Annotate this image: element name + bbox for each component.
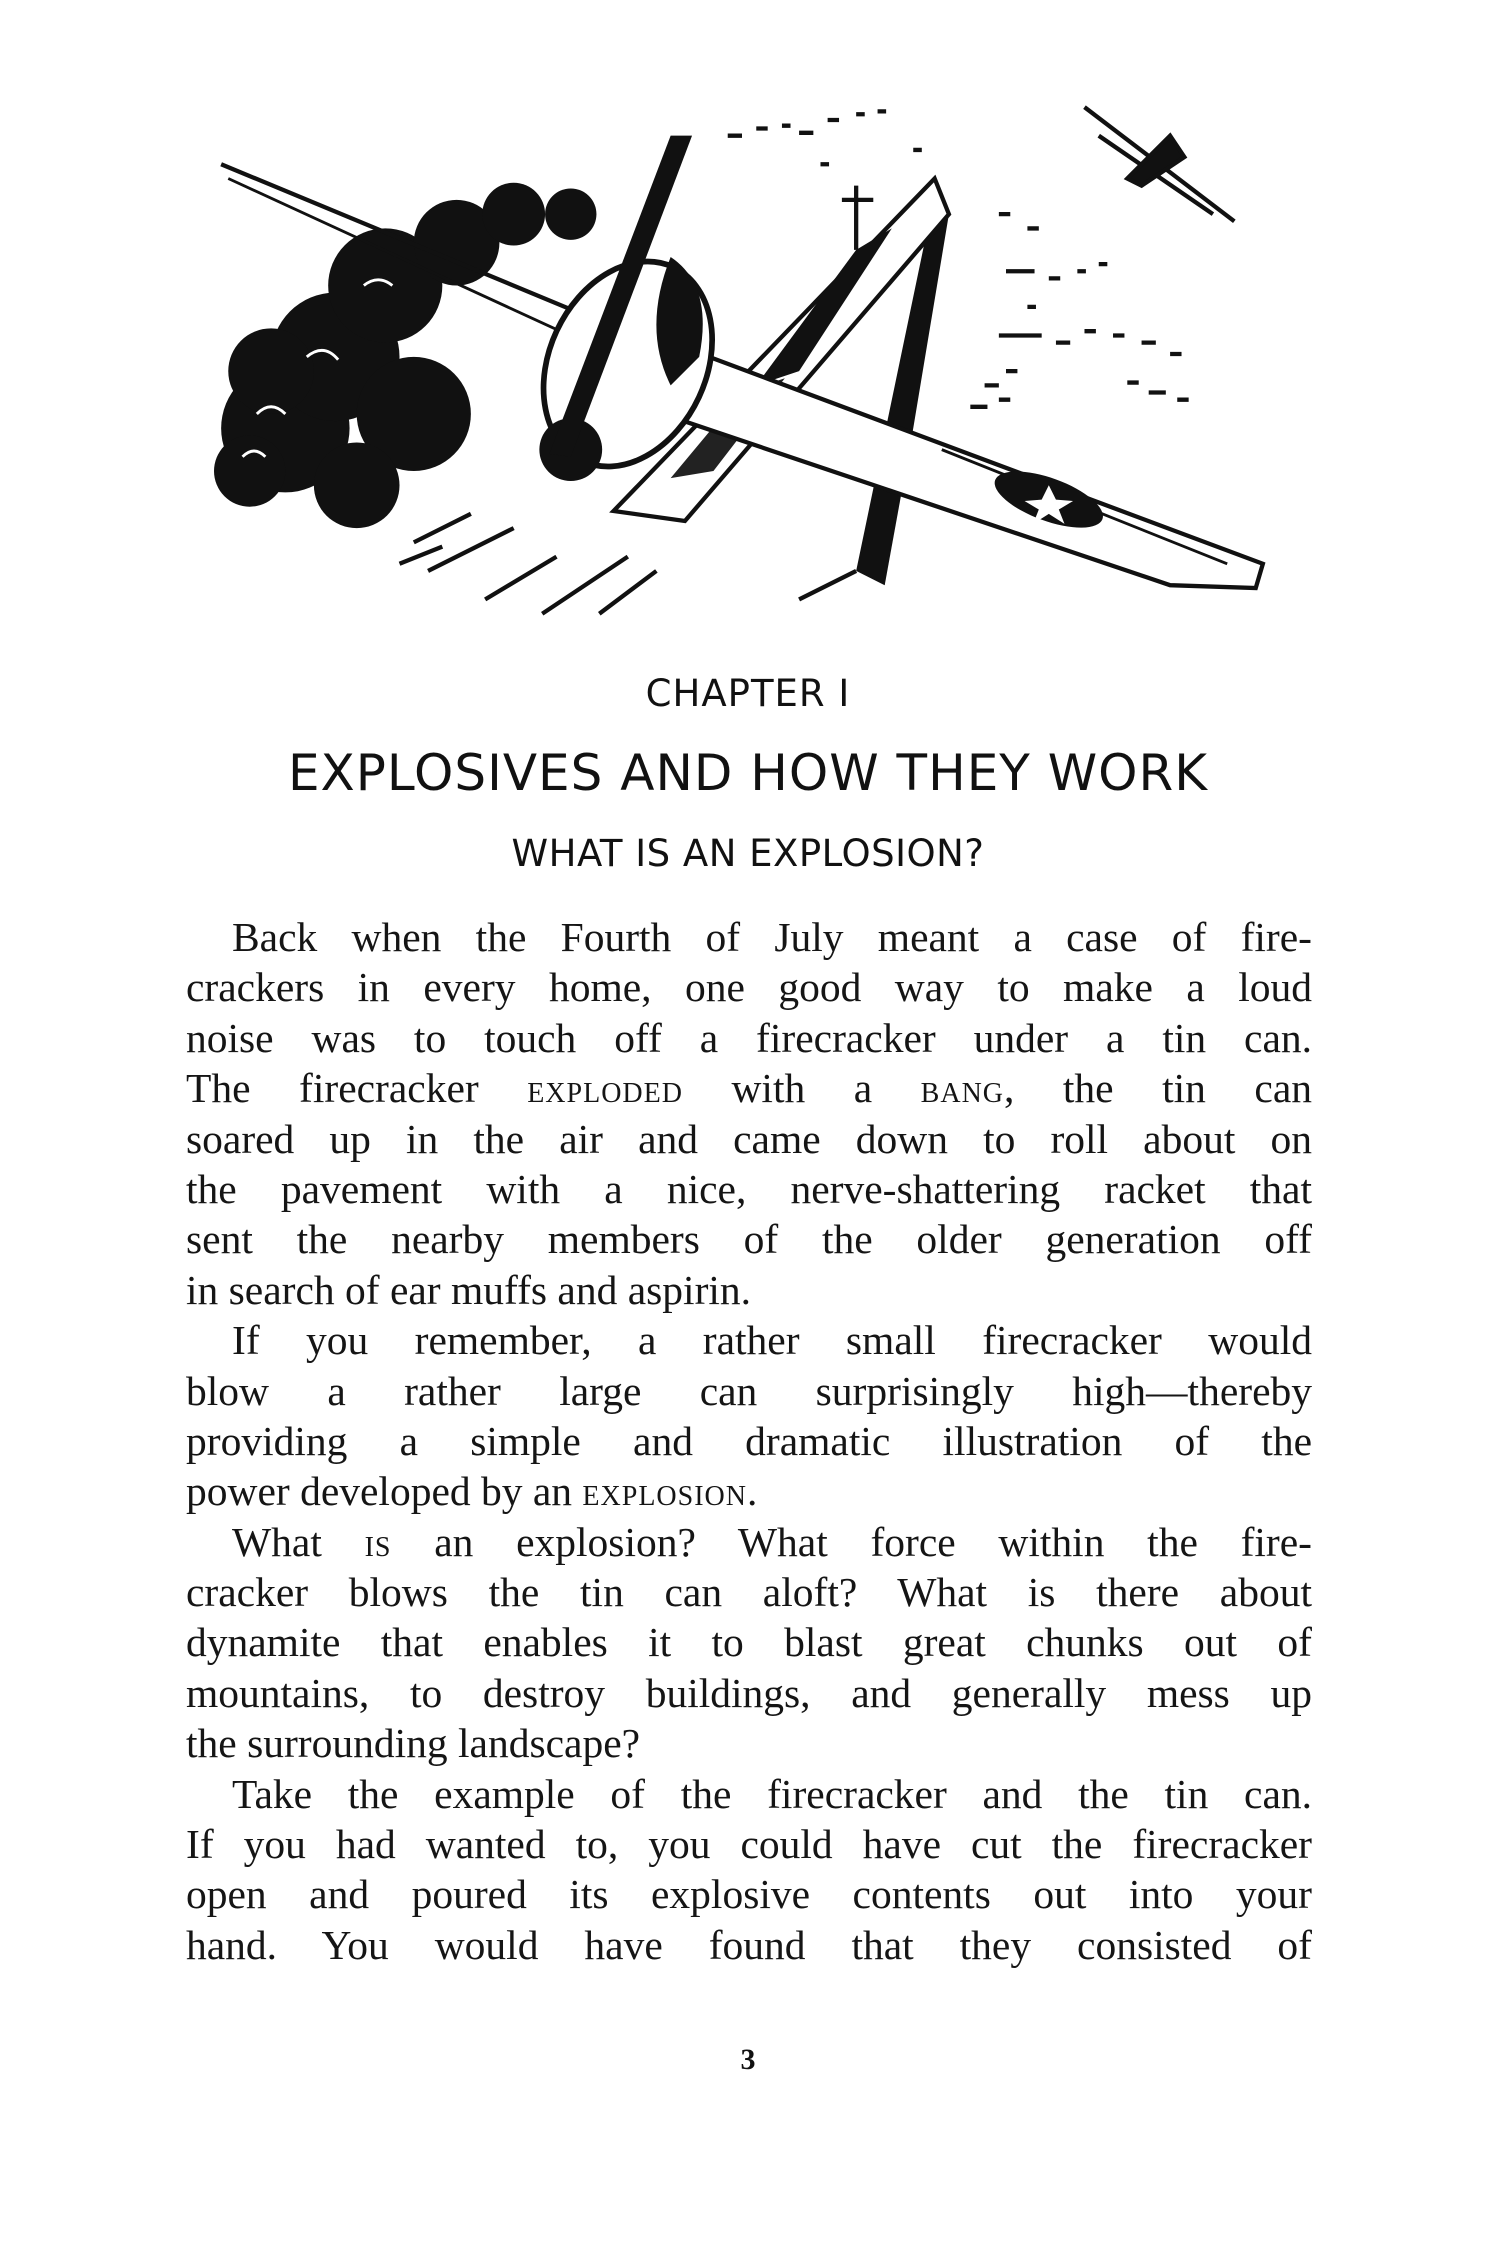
text-segment: blow a rather large can surprisingly high—thereby [186,1367,1312,1414]
text-line [186,1063,1312,1113]
text-segment: the surrounding landscape? [186,1720,641,1767]
text-segment: The firecracker [186,1065,528,1112]
text-segment: an explosion? What force within the fire- [391,1518,1312,1565]
text-segment: . [746,1468,758,1515]
text-line [186,1466,1312,1516]
text-line [186,1416,1312,1466]
text-segment: Back when the Fourth of July meant a case of fire- [232,914,1312,960]
text-segment: with a [682,1065,921,1112]
text-line [186,1214,1312,1264]
text-segment: mountains, to destroy buildings, and generally mess up [186,1669,1312,1716]
small-caps-term: exploded [527,1066,683,1112]
text-segment: cracker blows the tin can aloft? What is there about [186,1569,1312,1616]
text-line [186,1567,1312,1617]
text-line [186,1617,1312,1667]
text-segment: hand. You would have found that they consisted of [186,1921,1312,1968]
text-line [186,1013,1312,1063]
text-segment: crackers in every home, one good way to make a loud [186,964,1312,1011]
text-line [186,1769,1312,1819]
text-line [186,1920,1312,1970]
text-line [186,1315,1312,1365]
page-number: 3 [740,2043,756,2076]
text-line [186,1869,1312,1919]
text-segment: What [232,1518,365,1565]
text-line [186,912,1312,962]
distant-plane-icon [1084,107,1234,221]
text-segment: If you had wanted to, you could have cut the firecracker [186,1821,1312,1868]
text-line [186,1366,1312,1416]
text-line [186,1114,1312,1164]
chapter-title: EXPLOSIVES AND HOW THEY WORK [287,744,1209,802]
text-segment: in search of ear muffs and aspirin. [186,1266,752,1313]
water-hatching [400,514,857,614]
text-line [186,1265,1312,1315]
text-line [186,1819,1312,1869]
text-segment: , the tin can [1004,1065,1312,1112]
text-line [186,962,1312,1012]
text-segment: Take the example of the firecracker and the tin can. [232,1770,1312,1817]
text-segment: If you remember, a rather small firecracker would [232,1317,1312,1364]
section-title: WHAT IS AN EXPLOSION? [511,832,985,875]
small-caps-term: bang [920,1066,1005,1112]
text-segment: open and poured its explosive contents out into your [186,1871,1312,1918]
text-segment: soared up in the air and came down to roll about on [186,1115,1312,1162]
body-text [186,912,1312,1970]
fighter-plane-attacking-ship-illustration [214,100,1270,628]
text-segment: noise was to touch off a firecracker under a tin can. [186,1014,1312,1061]
text-line [186,1668,1312,1718]
chapter-label: CHAPTER I [645,672,851,715]
text-line [186,1517,1312,1567]
text-segment: sent the nearby members of the older generation off [186,1216,1312,1263]
text-line [186,1718,1312,1768]
smoke-cloud-icon [214,183,596,528]
small-caps-term: explosion [582,1469,747,1515]
text-segment: providing a simple and dramatic illustration of the [186,1417,1312,1464]
text-segment: dynamite that enables it to blast great chunks out of [186,1619,1312,1666]
text-segment: power developed by an [186,1468,583,1515]
text-line [186,1164,1312,1214]
text-segment: the pavement with a nice, nerve-shattering racket that [186,1165,1312,1212]
small-caps-term: is [364,1519,392,1565]
